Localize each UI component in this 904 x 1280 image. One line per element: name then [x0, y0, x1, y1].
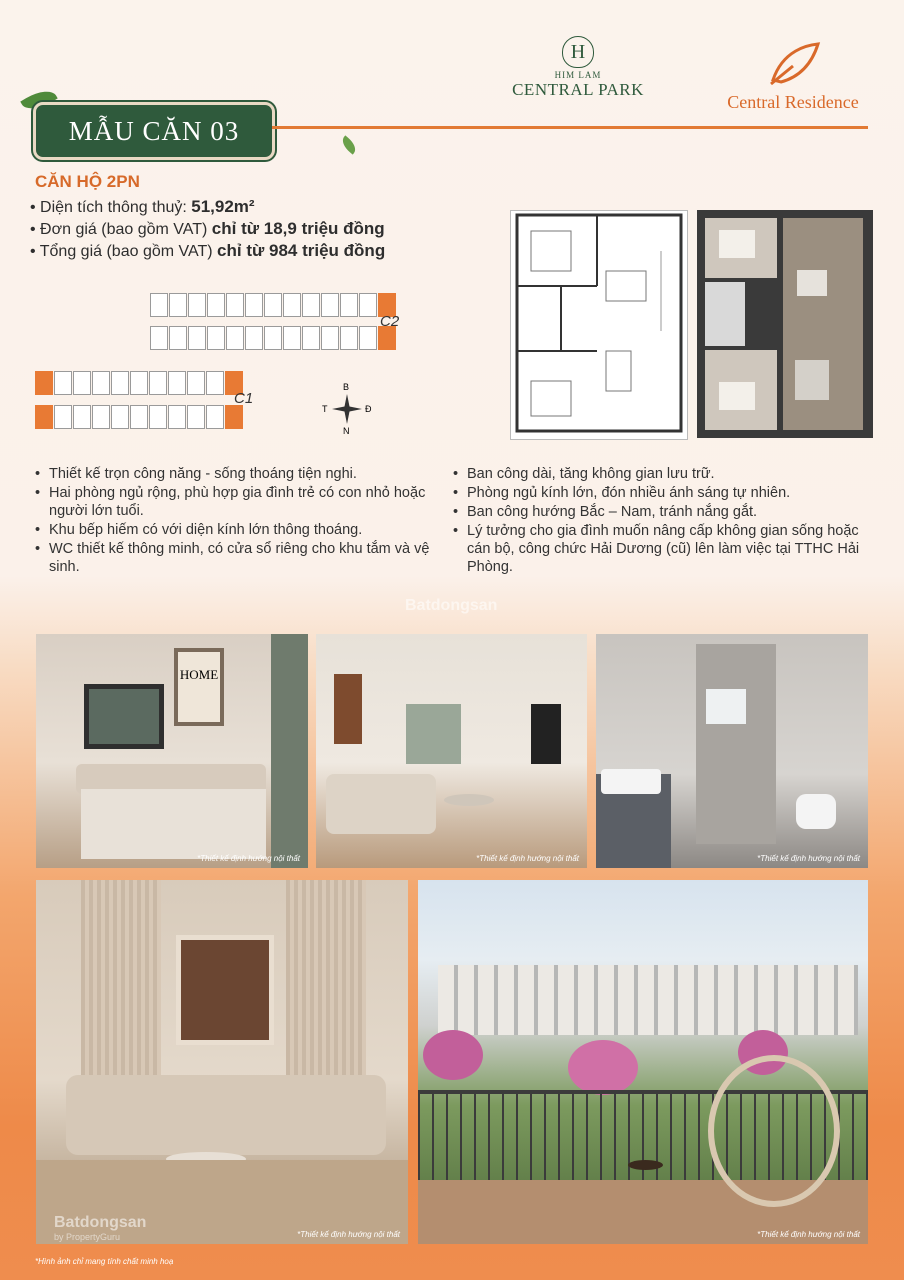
total-price-label: • Tổng giá (bao gồm VAT)	[30, 243, 213, 260]
photo-caption: *Thiết kế định hướng nội thất	[297, 1230, 400, 1239]
title-divider	[272, 126, 868, 129]
label-c1: C1	[234, 390, 254, 407]
watermark: Batdongsan	[405, 597, 498, 614]
block-c2-row2	[150, 326, 397, 350]
watermark-bottom	[54, 1214, 146, 1242]
features-left-list	[35, 465, 435, 577]
layout-title-badge	[33, 102, 275, 160]
label-c2: C2	[380, 313, 400, 330]
footnote: *Hình ảnh chỉ mang tính chất minh hoạ	[35, 1257, 174, 1266]
feature-item: • Phòng ngủ kính lớn, đón nhiều ánh sáng tự nhiên.	[453, 484, 873, 502]
floor-plan-line-drawing	[511, 211, 687, 439]
central-residence-logo	[708, 40, 878, 120]
central-residence-name: Central Residence	[727, 92, 859, 112]
feature-item: • Hai phòng ngủ rộng, phù hợp gia đình trẻ có con nhỏ hoặc người lớn tuổi.	[35, 484, 435, 520]
feature-item: • Ban công dài, tăng không gian lưu trữ.	[453, 465, 873, 483]
photo-caption: *Thiết kế định hướng nội thất	[757, 854, 860, 863]
home-art: HOME	[174, 648, 224, 726]
photo-caption: *Thiết kế định hướng nội thất	[757, 1230, 860, 1239]
photo-balcony-view	[418, 880, 868, 1244]
leaf-logo-icon	[763, 40, 823, 86]
unit-price-label: • Đơn giá (bao gồm VAT)	[30, 221, 208, 238]
him-lam-logo-small: HIM LAM	[554, 70, 602, 80]
photo-bathroom	[596, 634, 868, 868]
watermark-sub: by PropertyGuru	[54, 1232, 121, 1242]
floor-plan-line	[510, 210, 688, 440]
spec-total-price	[30, 241, 385, 261]
him-lam-logo-big: CENTRAL PARK	[512, 80, 644, 99]
watermark-brand: Batdongsan	[54, 1214, 147, 1231]
photo-bedroom	[36, 634, 308, 868]
compass-w: T	[322, 404, 328, 414]
spec-area	[30, 197, 255, 217]
feature-item: • Ban công hướng Bắc – Nam, tránh nắng gắt.	[453, 503, 873, 521]
area-value: 51,92m²	[191, 197, 255, 216]
photo-living-room	[316, 634, 587, 868]
him-lam-monogram: H	[562, 36, 594, 68]
him-lam-logo	[498, 36, 658, 116]
feature-item: • Lý tưởng cho gia đình muốn nâng cấp không gian sống hoặc cán bộ, công chức Hải Dương (cũ) lên làm việc tại TTHC Hải Phòng.	[453, 522, 873, 576]
total-price-value: chỉ từ 984 triệu đồng	[217, 241, 386, 260]
unit-price-value: chỉ từ 18,9 triệu đồng	[211, 219, 385, 238]
feature-item: • Khu bếp hiếm có với diện kính lớn thông thoáng.	[35, 521, 435, 539]
photo-caption: *Thiết kế định hướng nội thất	[197, 854, 300, 863]
layout-title: MẪU CĂN 03	[68, 116, 240, 146]
compass-s: N	[343, 426, 350, 436]
feature-item: • Thiết kế trọn công năng - sống thoáng tiện nghi.	[35, 465, 435, 483]
photo-living-room-2	[36, 880, 408, 1244]
area-label: • Diện tích thông thuỷ:	[30, 199, 187, 216]
photo-caption: *Thiết kế định hướng nội thất	[476, 854, 579, 863]
spec-unit-price	[30, 219, 385, 239]
compass-n: B	[343, 382, 350, 392]
compass	[322, 384, 372, 434]
leaf-decoration	[339, 135, 359, 154]
block-c1-row1	[35, 371, 244, 395]
block-c2-row1	[150, 293, 397, 317]
feature-item: • WC thiết kế thông minh, có cửa sổ riêng cho khu tắm và vệ sinh.	[35, 540, 435, 576]
features-right-list	[453, 465, 873, 577]
block-c1-row2	[35, 405, 244, 429]
unit-type: CĂN HỘ 2PN	[35, 172, 140, 191]
compass-e: Đ	[365, 404, 372, 414]
floor-plan-3d	[697, 210, 873, 438]
